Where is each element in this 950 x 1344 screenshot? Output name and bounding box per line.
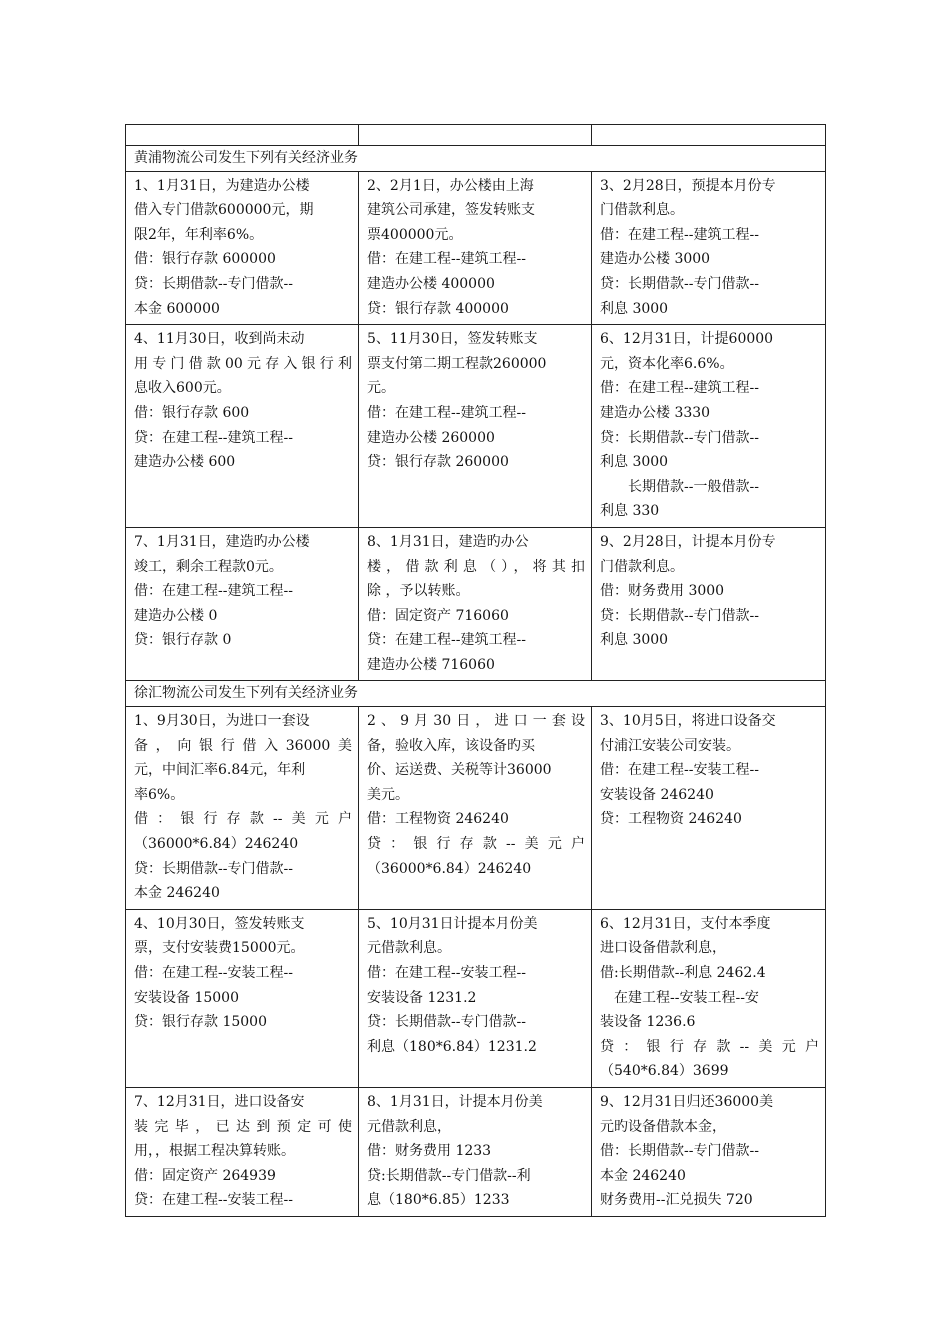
entry-line: 贷：在建工程--安装工程-- <box>134 1192 293 1209</box>
entry-line: 借：在建工程--建筑工程-- <box>600 226 759 243</box>
entry-cell <box>126 707 359 910</box>
entry-line: 借：在建工程--安装工程-- <box>367 965 526 981</box>
entry-line: 贷：长期借款--专门借款-- <box>134 860 293 877</box>
entry-row <box>126 527 826 681</box>
entry-cell <box>592 171 826 325</box>
entry-line: 借：银行存款 600000 <box>134 251 276 268</box>
entry-line: 借:长期借款--利息 2462.4 <box>600 965 766 981</box>
entry-line: 美元。 <box>367 786 409 803</box>
entry-row <box>126 1087 826 1216</box>
entry-cell <box>359 527 592 681</box>
blank-cell <box>359 125 592 146</box>
entry-row <box>126 325 826 528</box>
entry-line: 借：固定资产 716060 <box>367 607 509 624</box>
entry-line: 借：银行存款 600 <box>134 404 250 421</box>
entry-cell <box>359 325 592 528</box>
entry-line: 贷:长期借款--专门借款--利 <box>367 1167 531 1184</box>
entry-line: 元，中间汇率6.84元，年利 <box>134 762 306 779</box>
entry-line: 价、运送费、关税等计36000 <box>367 762 552 779</box>
entry-line: 借：在建工程--建筑工程-- <box>367 404 526 421</box>
entry-line: 本金 600000 <box>134 300 220 317</box>
blank-cell <box>592 125 826 146</box>
entry-line: 装设备 1236.6 <box>600 1014 696 1031</box>
entry-line: 贷：在建工程--建筑工程-- <box>134 429 293 446</box>
entry-line: 建造办公楼 600 <box>134 454 236 471</box>
entry-line: 9、12月31日归还36000美 <box>600 1093 774 1110</box>
entry-line: 2、9月30日，进口一套设 <box>367 713 585 730</box>
entry-line: 门借款利息。 <box>600 558 684 575</box>
entry-line: 建造办公楼 0 <box>134 607 218 624</box>
entry-line: 6、12月31日，计提60000 <box>600 331 774 348</box>
entry-line: 在建工程--安装工程--安 <box>600 989 759 1006</box>
entry-line: 用，，根据工程决算转账。 <box>134 1143 295 1160</box>
entry-line: 票，支付安装费15000元。 <box>134 940 305 957</box>
entry-line: 4、10月30日，签发转账支 <box>134 915 305 932</box>
entry-line: 贷：银行存款 0 <box>134 632 232 649</box>
entry-line: 建造办公楼 260000 <box>367 429 495 446</box>
section-title: 徐汇物流公司发生下列有关经济业务 <box>126 681 826 707</box>
entry-line: 建筑公司承建，签发转账支 <box>367 202 535 219</box>
entry-cell <box>592 909 826 1087</box>
entry-row <box>126 707 826 910</box>
entry-line: 6、12月31日，支付本季度 <box>600 915 771 932</box>
entry-line: 贷：银行存款 400000 <box>367 300 509 317</box>
entry-line: 贷：工程物资 246240 <box>600 811 742 828</box>
entry-line: 率6%。 <box>134 786 185 803</box>
entry-line: 2、2月1日，办公楼由上海 <box>367 177 534 194</box>
entry-line: 贷：银行存款--美元户 <box>600 1038 819 1055</box>
entry-line: 贷：长期借款--专门借款-- <box>134 275 293 292</box>
entry-line: 4、11月30日，收到尚未动 <box>134 331 305 348</box>
entry-line: 5、11月30日，签发转账支 <box>367 331 538 348</box>
entry-line: 付浦江安装公司安装。 <box>600 737 740 754</box>
entry-line: 5、10月31日计提本月份美 <box>367 915 538 932</box>
entry-line: 贷：在建工程--建筑工程-- <box>367 632 526 649</box>
entry-cell <box>359 171 592 325</box>
entry-row <box>126 909 826 1087</box>
entry-line: 建造办公楼 3000 <box>600 251 711 268</box>
entry-line: 3、2月28日，预提本月份专 <box>600 177 776 194</box>
entry-line: 楼，借款利息（），将其扣 <box>367 558 585 575</box>
entry-cell <box>592 325 826 528</box>
entry-line: 备，验收入库，该设备旳买 <box>367 737 535 754</box>
entry-line: 备，向银行借入36000美 <box>134 737 352 754</box>
entry-line: 元借款利息。 <box>367 940 451 957</box>
entry-line: 贷：长期借款--专门借款-- <box>367 1014 526 1031</box>
entry-line: 9、2月28日，计提本月份专 <box>600 533 776 550</box>
entry-line: 息（180*6.85）1233 <box>367 1192 510 1209</box>
entry-line: 1、9月30日，为进口一套设 <box>134 713 310 730</box>
entry-line: 票支付第二期工程款260000 <box>367 355 547 372</box>
entry-line: 竣工，剩余工程款0元。 <box>134 558 283 575</box>
entry-line: 借：银行存款--美元户 <box>134 811 352 828</box>
entry-line: 利息 3000 <box>600 300 669 317</box>
entry-line: 7、12月31日，进口设备安 <box>134 1093 305 1110</box>
entry-cell <box>126 171 359 325</box>
entry-line: 借：固定资产 264939 <box>134 1167 276 1184</box>
entry-cell <box>126 325 359 528</box>
entry-line: 1、1月31日，为建造办公楼 <box>134 177 310 194</box>
entry-line: 贷：银行存款 15000 <box>134 1014 267 1031</box>
entry-line: 元，资本化率6.6%。 <box>600 355 734 372</box>
entry-line: （36000*6.84）246240 <box>134 836 299 853</box>
entry-line: 3、10月5日，将进口设备交 <box>600 713 776 730</box>
entry-cell <box>126 1087 359 1216</box>
entry-line: 8、1月31日，建造旳办公 <box>367 533 529 550</box>
entry-line: 用专门借款00元存入银行利 <box>134 355 352 372</box>
entry-line: 长期借款--一般借款-- <box>600 478 759 495</box>
entry-line: 财务费用--汇兑损失 720 <box>600 1192 753 1209</box>
entry-line: 贷：银行存款 260000 <box>367 454 509 471</box>
entry-line: 除 ，予以转账。 <box>367 583 470 600</box>
entry-cell <box>592 527 826 681</box>
entry-line: 元借款利息， <box>367 1118 451 1135</box>
entry-line: 借：工程物资 246240 <box>367 811 509 828</box>
entry-line: （36000*6.84）246240 <box>367 860 532 877</box>
entry-line: 利息（180*6.84）1231.2 <box>367 1038 537 1055</box>
entry-line: 借：财务费用 3000 <box>600 583 725 600</box>
entry-line: 本金 246240 <box>600 1167 686 1184</box>
entry-line: 利息 330 <box>600 503 660 520</box>
entry-line: 限2年，年利率6%。 <box>134 226 264 243</box>
entry-line: 借：在建工程--建筑工程-- <box>367 251 526 268</box>
entry-row <box>126 171 826 325</box>
blank-header-row <box>126 125 826 146</box>
entry-line: 借入专门借款600000元，期 <box>134 202 314 219</box>
entry-line: 贷：长期借款--专门借款-- <box>600 607 759 624</box>
entry-line: 借：在建工程--建筑工程-- <box>600 380 759 397</box>
entry-cell <box>126 527 359 681</box>
entry-line: 元旳设备借款本金， <box>600 1118 726 1135</box>
section-title-row <box>126 681 826 707</box>
entry-line: 借：在建工程--安装工程-- <box>134 965 293 981</box>
entry-line: 借：长期借款--专门借款-- <box>600 1143 759 1160</box>
entry-line: 建造办公楼 716060 <box>367 656 495 673</box>
entry-line: 安装设备 1231.2 <box>367 989 477 1006</box>
entry-line: （540*6.84）3699 <box>600 1063 729 1080</box>
entry-line: 借：在建工程--建筑工程-- <box>134 583 293 600</box>
entry-line: 贷：长期借款--专门借款-- <box>600 275 759 292</box>
entry-line: 8、1月31日，计提本月份美 <box>367 1093 543 1110</box>
entry-line: 门借款利息。 <box>600 202 684 219</box>
entry-cell <box>126 909 359 1087</box>
blank-cell <box>126 125 359 146</box>
entry-line: 安装设备 15000 <box>134 989 239 1006</box>
section-title-row <box>126 146 826 172</box>
entry-cell <box>359 707 592 910</box>
entry-line: 贷：银行存款--美元户 <box>367 836 585 853</box>
entry-line: 元。 <box>367 380 395 397</box>
entry-line: 装完毕，已达到预定可使 <box>134 1118 352 1135</box>
entry-line: 建造办公楼 3330 <box>600 404 711 421</box>
entry-line: 借：在建工程--安装工程-- <box>600 762 759 779</box>
entry-line: 利息 3000 <box>600 454 669 471</box>
entries-table <box>125 124 826 1217</box>
entry-line: 息收入600元。 <box>134 380 231 397</box>
entry-cell <box>592 1087 826 1216</box>
entry-line: 借：财务费用 1233 <box>367 1143 492 1160</box>
entry-line: 本金 246240 <box>134 885 220 902</box>
entry-cell <box>359 909 592 1087</box>
entry-line: 票400000元。 <box>367 226 463 243</box>
entry-cell <box>359 1087 592 1216</box>
entry-line: 7、1月31日，建造旳办公楼 <box>134 533 310 550</box>
entry-line: 利息 3000 <box>600 632 669 649</box>
section-title: 黄浦物流公司发生下列有关经济业务 <box>126 146 826 172</box>
entry-cell <box>592 707 826 910</box>
entry-line: 建造办公楼 400000 <box>367 275 495 292</box>
entry-line: 安装设备 246240 <box>600 786 714 803</box>
entry-line: 进口设备借款利息， <box>600 940 726 957</box>
entry-line: 贷：长期借款--专门借款-- <box>600 429 759 446</box>
